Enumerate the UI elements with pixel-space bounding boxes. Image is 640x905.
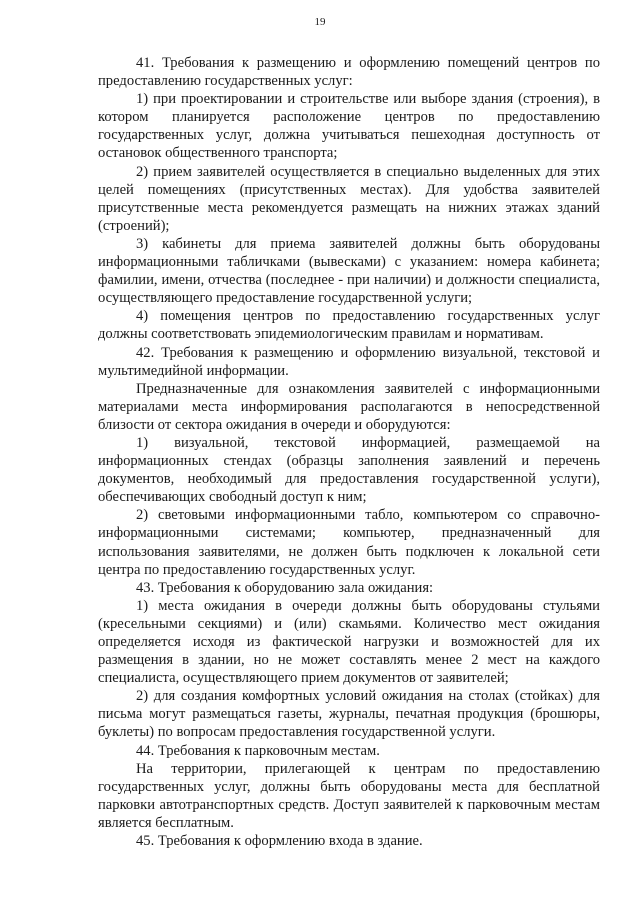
section-42-heading: 42. Требования к размещению и оформлению визуальной, текстовой и мультимедийной информации. — [98, 344, 600, 379]
section-43-item-2: 2) для создания комфортных условий ожидания на столах (стойках) для письма могут размещаться газеты, журналы, печатная продукция (брошюры, буклеты) по вопросам предоставления государственной услуги. — [98, 688, 600, 741]
section-44-heading: 44. Требования к парковочным местам. — [136, 742, 380, 759]
section-45-heading: 45. Требования к оформлению входа в здание. — [136, 833, 423, 850]
page-number: 19 — [314, 16, 326, 28]
section-42-item-1: 1) визуальной, текстовой информацией, размещаемой на информационных стендах (образцы заполнения заявлений и перечень документов, необходимый для предоставления государственной услуги), обеспечивающих свободный доступ к ним; — [98, 434, 600, 506]
section-41-item-3: 3) кабинеты для приема заявителей должны быть оборудованы информационными табличками (вывесками) с указанием: номера кабинета; фамилии, имени, отчества (последнее - при наличии) и должности специалиста, осуществляющего предоставление государственной услуги; — [98, 235, 600, 307]
section-43-heading: 43. Требования к оборудованию зала ожидания: — [136, 579, 434, 596]
section-41-item-2: 2) прием заявителей осуществляется в специально выделенных для этих целей помещениях (присутственных местах). Для удобства заявителей присутственные места рекомендуется размещать на нижних этажах зданий (строений); — [98, 163, 600, 234]
section-41-item-1: 1) при проектировании и строительстве или выборе здания (строения), в котором планируется расположение центров по предоставлению государственных услуг, должна учитываться пешеходная доступность от остановок общественного транспорта; — [98, 91, 600, 162]
document-body — [98, 54, 600, 850]
section-43-item-1: 1) места ожидания в очереди должны быть оборудованы стульями (кресельными секциями) и (или) скамьями. Количество мест ожидания определяется исходя из фактической нагрузки и возможностей для их размещения в здании, но не может составлять менее 2 мест на каждого специалиста, осуществляющего прием документов от заявителей; — [98, 597, 600, 687]
section-41-item-4: 4) помещения центров по предоставлению государственных услуг должны соответствовать эпидемиологическим правилам и нормативам. — [98, 308, 600, 343]
section-44-body: На территории, прилегающей к центрам по предоставлению государственных услуг, должны быть оборудованы места для бесплатной парковки автотранспортных средств. Доступ заявителей к парковочным местам является бесплатным. — [98, 760, 600, 831]
section-42-intro: Предназначенные для ознакомления заявителей с информационными материалами места информирования располагаются в непосредственной близости от сектора ожидания в очереди и оборудуются: — [98, 380, 600, 433]
section-42-item-2: 2) световыми информационными табло, компьютером со справочно-информационными системами; компьютер, предназначенный для использования заявителями, не должен быть подключен к локальной сети центра по предоставлению государственных услуг. — [98, 507, 600, 578]
section-41-heading: 41. Требования к размещению и оформлению помещений центров по предоставлению государственных услуг: — [98, 55, 600, 90]
